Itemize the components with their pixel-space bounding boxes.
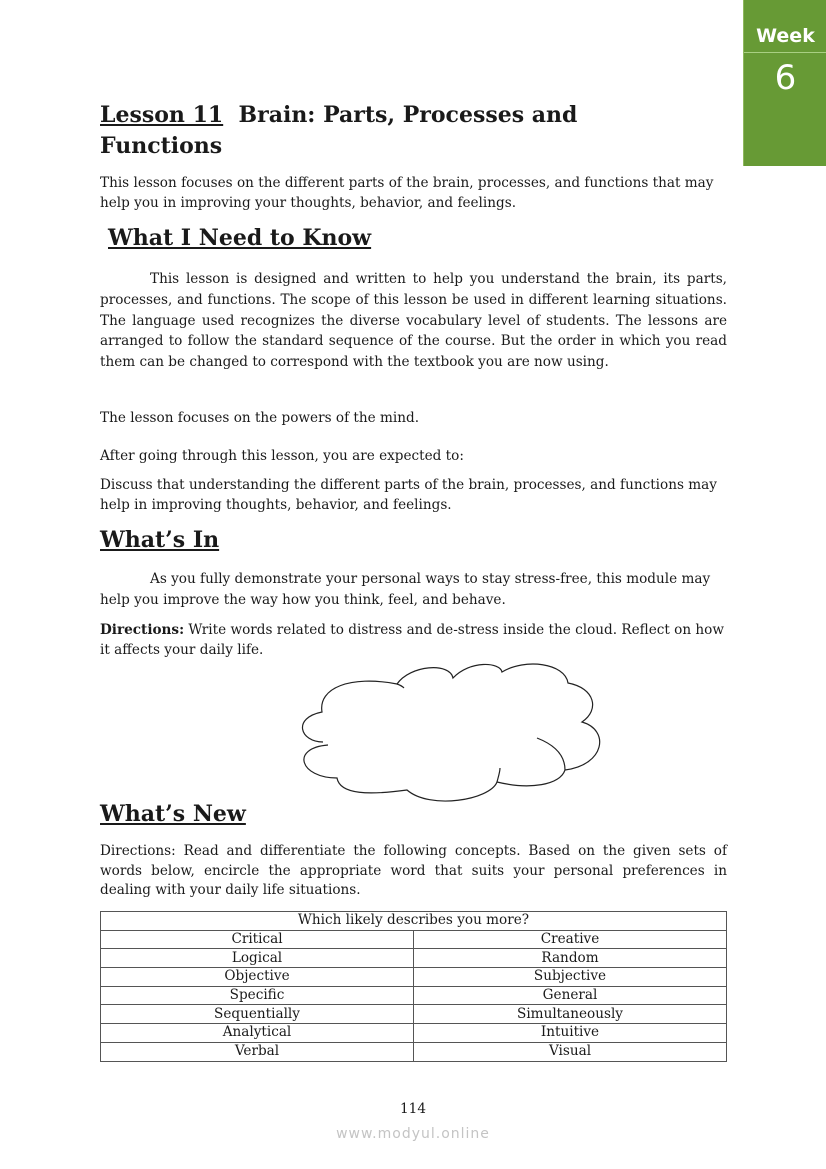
watermark: www.modyul.online <box>336 1126 490 1142</box>
cloud-outline <box>302 664 599 801</box>
preferences-table <box>100 911 727 1062</box>
need-to-know-expected: After going through this lesson, you are expected to: <box>100 448 464 464</box>
table-row <box>101 949 727 968</box>
table-row <box>101 1005 727 1024</box>
heading-what-i-need-to-know: What I Need to Know <box>108 225 372 251</box>
option-left[interactable]: Objective <box>101 968 414 987</box>
option-right[interactable]: Subjective <box>414 968 727 987</box>
directions-text: Write words related to distress and de-stress inside the cloud. Reflect on how it affects your daily life. <box>100 622 725 658</box>
option-right[interactable]: General <box>414 986 727 1005</box>
table-row <box>101 968 727 987</box>
table-row <box>101 986 727 1005</box>
page-number: 114 <box>400 1101 426 1117</box>
option-left[interactable]: Critical <box>101 930 414 949</box>
table-row <box>101 1024 727 1043</box>
heading-whats-new: What’s New <box>100 801 246 827</box>
need-to-know-focus: The lesson focuses on the powers of the mind. <box>100 410 420 426</box>
option-left[interactable]: Verbal <box>101 1042 414 1061</box>
table-row <box>101 930 727 949</box>
option-right[interactable]: Creative <box>414 930 727 949</box>
option-left[interactable]: Logical <box>101 949 414 968</box>
need-to-know-objective: Discuss that understanding the different parts of the brain, processes, and functions may help in improving thoughts, behavior, and feelings. <box>100 477 717 513</box>
option-left[interactable]: Sequentially <box>101 1005 414 1024</box>
lesson-name: Brain: Parts, Processes and Functions <box>100 102 578 159</box>
lesson-number: Lesson 11 <box>100 102 224 128</box>
option-right[interactable]: Simultaneously <box>414 1005 727 1024</box>
option-right[interactable]: Random <box>414 949 727 968</box>
table-row <box>101 1042 727 1061</box>
whats-in-paragraph: As you fully demonstrate your personal ways to stay stress-free, this module may help you improve the way how you think, feel, and behave. <box>100 571 711 608</box>
week-number: 6 <box>774 58 797 98</box>
option-right[interactable]: Intuitive <box>414 1024 727 1043</box>
need-to-know-paragraph: This lesson is designed and written to help you understand the brain, its parts, processes, and functions. The scope of this lesson be used in different learning situations. The language used recognizes the diverse vocabulary level of students. The lessons are arranged to follow the standard sequence of the course. But the order in which you read them can be changed to correspond with the textbook you are now using. <box>100 271 727 371</box>
intro-text: This lesson focuses on the different parts of the brain, processes, and functions that may help you in improving your thoughts, behavior, and feelings. <box>100 175 714 211</box>
option-right[interactable]: Visual <box>414 1042 727 1061</box>
week-label: Week <box>744 0 826 53</box>
option-left[interactable]: Specific <box>101 986 414 1005</box>
table-header: Which likely describes you more? <box>101 912 727 931</box>
heading-whats-in: What’s In <box>100 527 220 553</box>
option-left[interactable]: Analytical <box>101 1024 414 1043</box>
directions-label: Directions: <box>100 622 185 638</box>
whats-new-directions: Directions: Read and differentiate the following concepts. Based on the given sets of words below, encircle the appropriate word that suits your personal preferences in dealing with your daily life situations. <box>100 843 727 899</box>
